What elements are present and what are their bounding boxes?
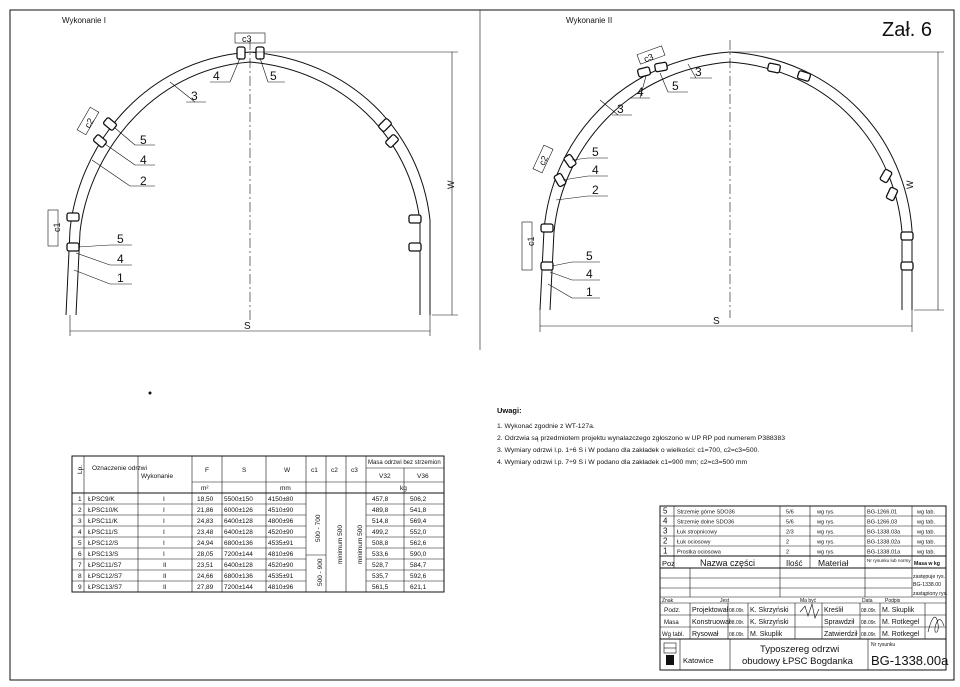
table-cell: ŁPSC9/K xyxy=(88,496,115,503)
table-cell: 489,8 xyxy=(372,507,389,514)
signature-mark xyxy=(928,617,944,632)
sheet-border xyxy=(10,10,954,680)
parts-cell: wg rys. xyxy=(817,539,835,546)
parts-cell: 2 xyxy=(786,549,790,556)
name-3: M. Skuplik xyxy=(750,631,783,638)
dim-label-w-left: W xyxy=(446,180,456,189)
table-cell: 6400±128 xyxy=(224,529,253,536)
table-cell: 6400±128 xyxy=(224,518,253,525)
table-cell: 28,05 xyxy=(197,551,214,558)
clamp-set xyxy=(67,47,421,251)
table-cell: 506,2 xyxy=(410,496,427,503)
name-5: M. Rotkegel xyxy=(882,619,920,626)
table-cell: 7200±144 xyxy=(224,551,253,558)
table-cell: 4150±80 xyxy=(268,496,294,503)
date-1: 08.09r. xyxy=(729,608,745,614)
th-c3: c3 xyxy=(351,467,358,474)
table-cell: 592,6 xyxy=(410,573,427,580)
table-cell: 6 xyxy=(78,551,82,558)
table-cell: I xyxy=(163,496,165,503)
parts-cell: 2 xyxy=(786,539,790,546)
table-cell: 4520±90 xyxy=(268,562,294,569)
date-5: 08.09r. xyxy=(861,620,877,626)
callout-5-lower: 5 xyxy=(586,249,593,263)
parts-cell: BG-1338.03a xyxy=(867,529,901,536)
table-cell: 6800±136 xyxy=(224,573,253,580)
th-data: Data xyxy=(862,598,873,604)
callout-5-lower: 5 xyxy=(117,232,124,246)
unit-kg: kg xyxy=(400,485,407,492)
callout-3-top: 3 xyxy=(191,89,198,103)
table-cell: 6400±128 xyxy=(224,562,253,569)
table-cell: 621,1 xyxy=(410,584,427,591)
th-wykonanie: Wykonanie xyxy=(141,473,174,480)
table-cell: 9 xyxy=(78,584,82,591)
parts-cell: Strzemię górne SDO36 xyxy=(677,509,735,516)
callout-2-upper: 2 xyxy=(140,174,147,188)
table-cell: ŁPSC10/K xyxy=(88,507,119,514)
parts-cell: Łuk ociosowy xyxy=(677,539,711,546)
table-cell: 4 xyxy=(78,529,82,536)
parts-list xyxy=(660,506,946,568)
table-cell: 7200±144 xyxy=(224,584,253,591)
th-nr-rysunku: Nr rysunku lub normy xyxy=(867,558,911,563)
arch-inner-profile xyxy=(550,62,902,310)
table-cell: 6000±126 xyxy=(224,507,253,514)
arch-drawing-left xyxy=(48,33,458,336)
date-4: 08.09r. xyxy=(861,608,877,614)
table-cell: 569,4 xyxy=(410,518,427,525)
table-cell: 1 xyxy=(78,496,82,503)
parts-cell: wg rys. xyxy=(817,519,835,526)
table-cell: I xyxy=(163,540,165,547)
note-1: 1. Wykonać zgodnie z WT-127a. xyxy=(497,423,595,430)
callout-4-lower: 4 xyxy=(117,252,124,266)
table-cell: 4510±90 xyxy=(268,507,294,514)
dim-label-c2: c2 xyxy=(536,154,550,167)
table-cell: 562,6 xyxy=(410,540,427,547)
signature-mark xyxy=(800,604,819,618)
table-cell: 4535±91 xyxy=(268,573,294,580)
parts-cell: 1 xyxy=(663,546,668,556)
parts-cell: wg rys. xyxy=(817,529,835,536)
replaces-label: zastępuje rys. xyxy=(913,574,946,580)
note-4: 4. Wymiary odrzwi l.p. 7÷9 S i W podano dla zakładek c1=900 mm; c2=c3=500 mm xyxy=(497,459,748,466)
table-cell: I xyxy=(163,529,165,536)
th-mass: Masa odrzwi bez strzemion xyxy=(368,460,441,466)
table-cell: 4810±96 xyxy=(268,584,294,591)
role-projektowal: Projektował xyxy=(692,607,729,614)
variant-right-label: Wykonanie II xyxy=(566,16,613,25)
replaces-value: BG-1338.00 xyxy=(913,582,941,588)
role-kreslil: Kreślił xyxy=(824,607,844,614)
table-cell: 4535±91 xyxy=(268,540,294,547)
parts-cell: 5/6 xyxy=(786,519,794,526)
wg-tabl-label: Wg tabl. xyxy=(662,632,685,638)
parts-cell: 4 xyxy=(663,516,668,526)
company-city: Katowice xyxy=(683,656,714,665)
th-c1: c1 xyxy=(311,467,318,474)
callout-4-upper: 4 xyxy=(592,163,599,177)
th-ilosc: Ilość xyxy=(786,559,803,568)
th-c2: c2 xyxy=(331,467,338,474)
parts-cell: BG-1338.01a xyxy=(867,549,901,556)
table-cell: 7 xyxy=(78,562,82,569)
table-cell: 590,0 xyxy=(410,551,427,558)
parts-list-rows xyxy=(663,507,935,556)
dimension-table xyxy=(72,456,444,592)
table-cell: ŁPSC13/S xyxy=(88,551,119,558)
parts-cell: wg rys. xyxy=(817,549,835,556)
drawing-title-line2: obudowy ŁPSC Bogdanka xyxy=(742,656,853,667)
note-3: 3. Wymiary odrzwi l.p. 1÷6 S i W podano dla zakładek o wielkości: c1=700, c2=c3=500. xyxy=(497,447,760,454)
table-cell: 5500±150 xyxy=(224,496,253,503)
table-cell: II xyxy=(163,562,167,569)
th-poz: Poz xyxy=(662,559,675,568)
name-1: K. Skrzyński xyxy=(750,607,789,614)
table-cell: 6800±136 xyxy=(224,540,253,547)
callout-3-top-a: 3 xyxy=(617,102,624,116)
callout-5-upper: 5 xyxy=(140,133,147,147)
unit-f: m² xyxy=(201,485,209,492)
table-cell: 457,8 xyxy=(372,496,389,503)
table-cell: 535,7 xyxy=(372,573,389,580)
notes-title: Uwagi: xyxy=(497,406,522,415)
unit-mm: mm xyxy=(280,485,291,492)
podz-label: Podz. xyxy=(664,607,681,614)
parts-cell: wg tab. xyxy=(917,509,936,516)
role-sprawdzil: Sprawdził xyxy=(824,619,855,626)
th-oznaczenie: Oznaczenie odrzwi xyxy=(92,465,147,472)
table-cell: 24,94 xyxy=(197,540,214,547)
name-6: M. Rotkegel xyxy=(882,631,920,638)
parts-cell: wg tab. xyxy=(917,539,936,546)
table-cell: ŁPSC11/S7 xyxy=(88,562,122,569)
callout-4-top: 4 xyxy=(213,69,220,83)
attachment-tag: Zał. 6 xyxy=(882,19,933,41)
table-cell: 3 xyxy=(78,518,82,525)
callout-2-upper: 2 xyxy=(592,183,599,197)
title-block xyxy=(660,568,949,670)
table-cell: I xyxy=(163,518,165,525)
callout-1-lower: 1 xyxy=(586,285,593,299)
table-cell: 8 xyxy=(78,573,82,580)
date-6: 08.09r. xyxy=(861,632,877,638)
role-rysowal: Rysował xyxy=(692,631,719,638)
name-2: K. Skrzyński xyxy=(750,619,789,626)
parts-cell: 3 xyxy=(663,526,668,536)
table-cell: 4800±96 xyxy=(268,518,294,525)
th-v32: V32 xyxy=(379,473,391,480)
parts-cell: 2 xyxy=(663,536,668,546)
c1-range-a: 500 - 700 xyxy=(315,514,322,542)
th-lp: Lp. xyxy=(77,464,84,474)
th-v36: V36 xyxy=(417,473,429,480)
callout-5-top: 5 xyxy=(672,79,679,93)
table-cell: 499,2 xyxy=(372,529,389,536)
th-w: W xyxy=(284,467,291,474)
table-cell: ŁPSC12/S7 xyxy=(88,573,122,580)
dim-label-c1: c1 xyxy=(526,236,536,246)
parts-cell: BG-1266.03 xyxy=(867,519,898,526)
th-f: F xyxy=(205,467,209,474)
parts-cell: wg tab. xyxy=(917,519,936,526)
dimension-table-rows xyxy=(72,496,444,591)
dim-label-s-right: S xyxy=(713,316,720,327)
dim-label-c2: c2 xyxy=(82,116,96,130)
table-cell: 541,8 xyxy=(410,507,427,514)
table-cell: 508,8 xyxy=(372,540,389,547)
table-cell: ŁPSC13/S7 xyxy=(88,584,122,591)
table-cell: 24,83 xyxy=(197,518,214,525)
table-cell: 5 xyxy=(78,540,82,547)
callout-3-top-b: 3 xyxy=(695,65,702,79)
table-cell: 23,48 xyxy=(197,529,214,536)
parts-cell: 5 xyxy=(663,506,668,516)
parts-cell: Łuk stropnicowy xyxy=(677,529,718,536)
company-logo xyxy=(664,643,676,665)
table-cell: 528,7 xyxy=(372,562,389,569)
parts-cell: Prostka ociosowa xyxy=(677,549,721,556)
role-konstruowal: Konstruował xyxy=(692,619,731,626)
dim-label-c3: c3 xyxy=(242,34,252,44)
table-cell: II xyxy=(163,584,167,591)
c1-range-b: 500 - 900 xyxy=(317,558,324,586)
callout-4-upper: 4 xyxy=(140,153,147,167)
table-cell: I xyxy=(163,551,165,558)
drawing-title-line1: Typoszereg odrzwi xyxy=(760,644,840,655)
date-3: 08.09r. xyxy=(729,632,745,638)
parts-cell: 2/3 xyxy=(786,529,794,536)
th-masa: Masa w kg xyxy=(914,561,940,567)
parts-cell: BG-1338.02a xyxy=(867,539,901,546)
table-cell: 533,6 xyxy=(372,551,389,558)
parts-cell: wg tab. xyxy=(917,549,936,556)
parts-cell: BG-1266.01 xyxy=(867,509,898,516)
callout-5-top: 5 xyxy=(270,69,277,83)
c3-minimum: minimum 500 xyxy=(357,524,364,564)
th-jest: Jest xyxy=(720,598,730,604)
table-cell: 4520±90 xyxy=(268,529,294,536)
parts-cell: 5/6 xyxy=(786,509,794,516)
name-4: M. Skuplik xyxy=(882,607,915,614)
callout-1-lower: 1 xyxy=(117,271,124,285)
callout-5-upper: 5 xyxy=(592,145,599,159)
parts-cell: Strzemię dolne SDO36 xyxy=(677,519,735,526)
table-cell: 2 xyxy=(78,507,82,514)
th-nazwa: Nazwa części xyxy=(700,558,756,568)
table-cell: 27,89 xyxy=(197,584,214,591)
dim-label-c1: c1 xyxy=(52,222,62,232)
notes-block xyxy=(497,406,785,466)
callout-4-top: 4 xyxy=(637,85,644,99)
role-zatwierdzil: Zatwierdził xyxy=(824,631,858,638)
speck xyxy=(149,392,152,395)
arch-outer-profile xyxy=(540,52,912,310)
variant-left-label: Wykonanie I xyxy=(62,16,106,25)
th-s: S xyxy=(242,467,247,474)
table-cell: I xyxy=(163,507,165,514)
replaced-by-label: zastąpiony rys. xyxy=(913,591,948,597)
th-znak: Znak xyxy=(662,598,674,604)
dim-label-w-right: W xyxy=(905,180,915,189)
drawing-number-label: Nr rysunku xyxy=(871,642,896,648)
table-cell: ŁPSC12/S xyxy=(88,540,119,547)
table-cell: ŁPSC11/K xyxy=(88,518,118,525)
callout-4-lower: 4 xyxy=(586,267,593,281)
table-cell: 552,0 xyxy=(410,529,427,536)
parts-cell: wg tab. xyxy=(917,529,936,536)
dim-label-s-left: S xyxy=(244,321,251,332)
masa-label: Masa xyxy=(664,620,679,626)
table-cell: 4810±96 xyxy=(268,551,294,558)
table-cell: 584,7 xyxy=(410,562,427,569)
table-cell: 18,50 xyxy=(197,496,214,503)
parts-cell: wg rys. xyxy=(817,509,835,516)
th-podpis: Podpis xyxy=(885,598,901,604)
table-cell: 21,86 xyxy=(197,507,214,514)
table-cell: 24,66 xyxy=(197,573,214,580)
arch-drawing-right xyxy=(522,40,944,332)
table-cell: ŁPSC11/S xyxy=(88,529,118,536)
table-cell: 23,51 xyxy=(197,562,214,569)
c2-minimum: minimum 500 xyxy=(337,524,344,564)
drawing-number: BG-1338.00a xyxy=(871,653,949,668)
dim-label-c3: c3 xyxy=(642,51,655,65)
note-2: 2. Odrzwia są przedmiotem projektu wynalazczego zgłoszono w UP RP pod numerem P388383 xyxy=(497,435,786,442)
table-cell: 514,8 xyxy=(372,518,389,525)
th-ma-byc: Ma być xyxy=(800,598,817,604)
table-cell: II xyxy=(163,573,167,580)
th-material: Materiał xyxy=(818,558,849,568)
date-2: 08.09r. xyxy=(729,620,745,626)
table-cell: 561,5 xyxy=(372,584,389,591)
